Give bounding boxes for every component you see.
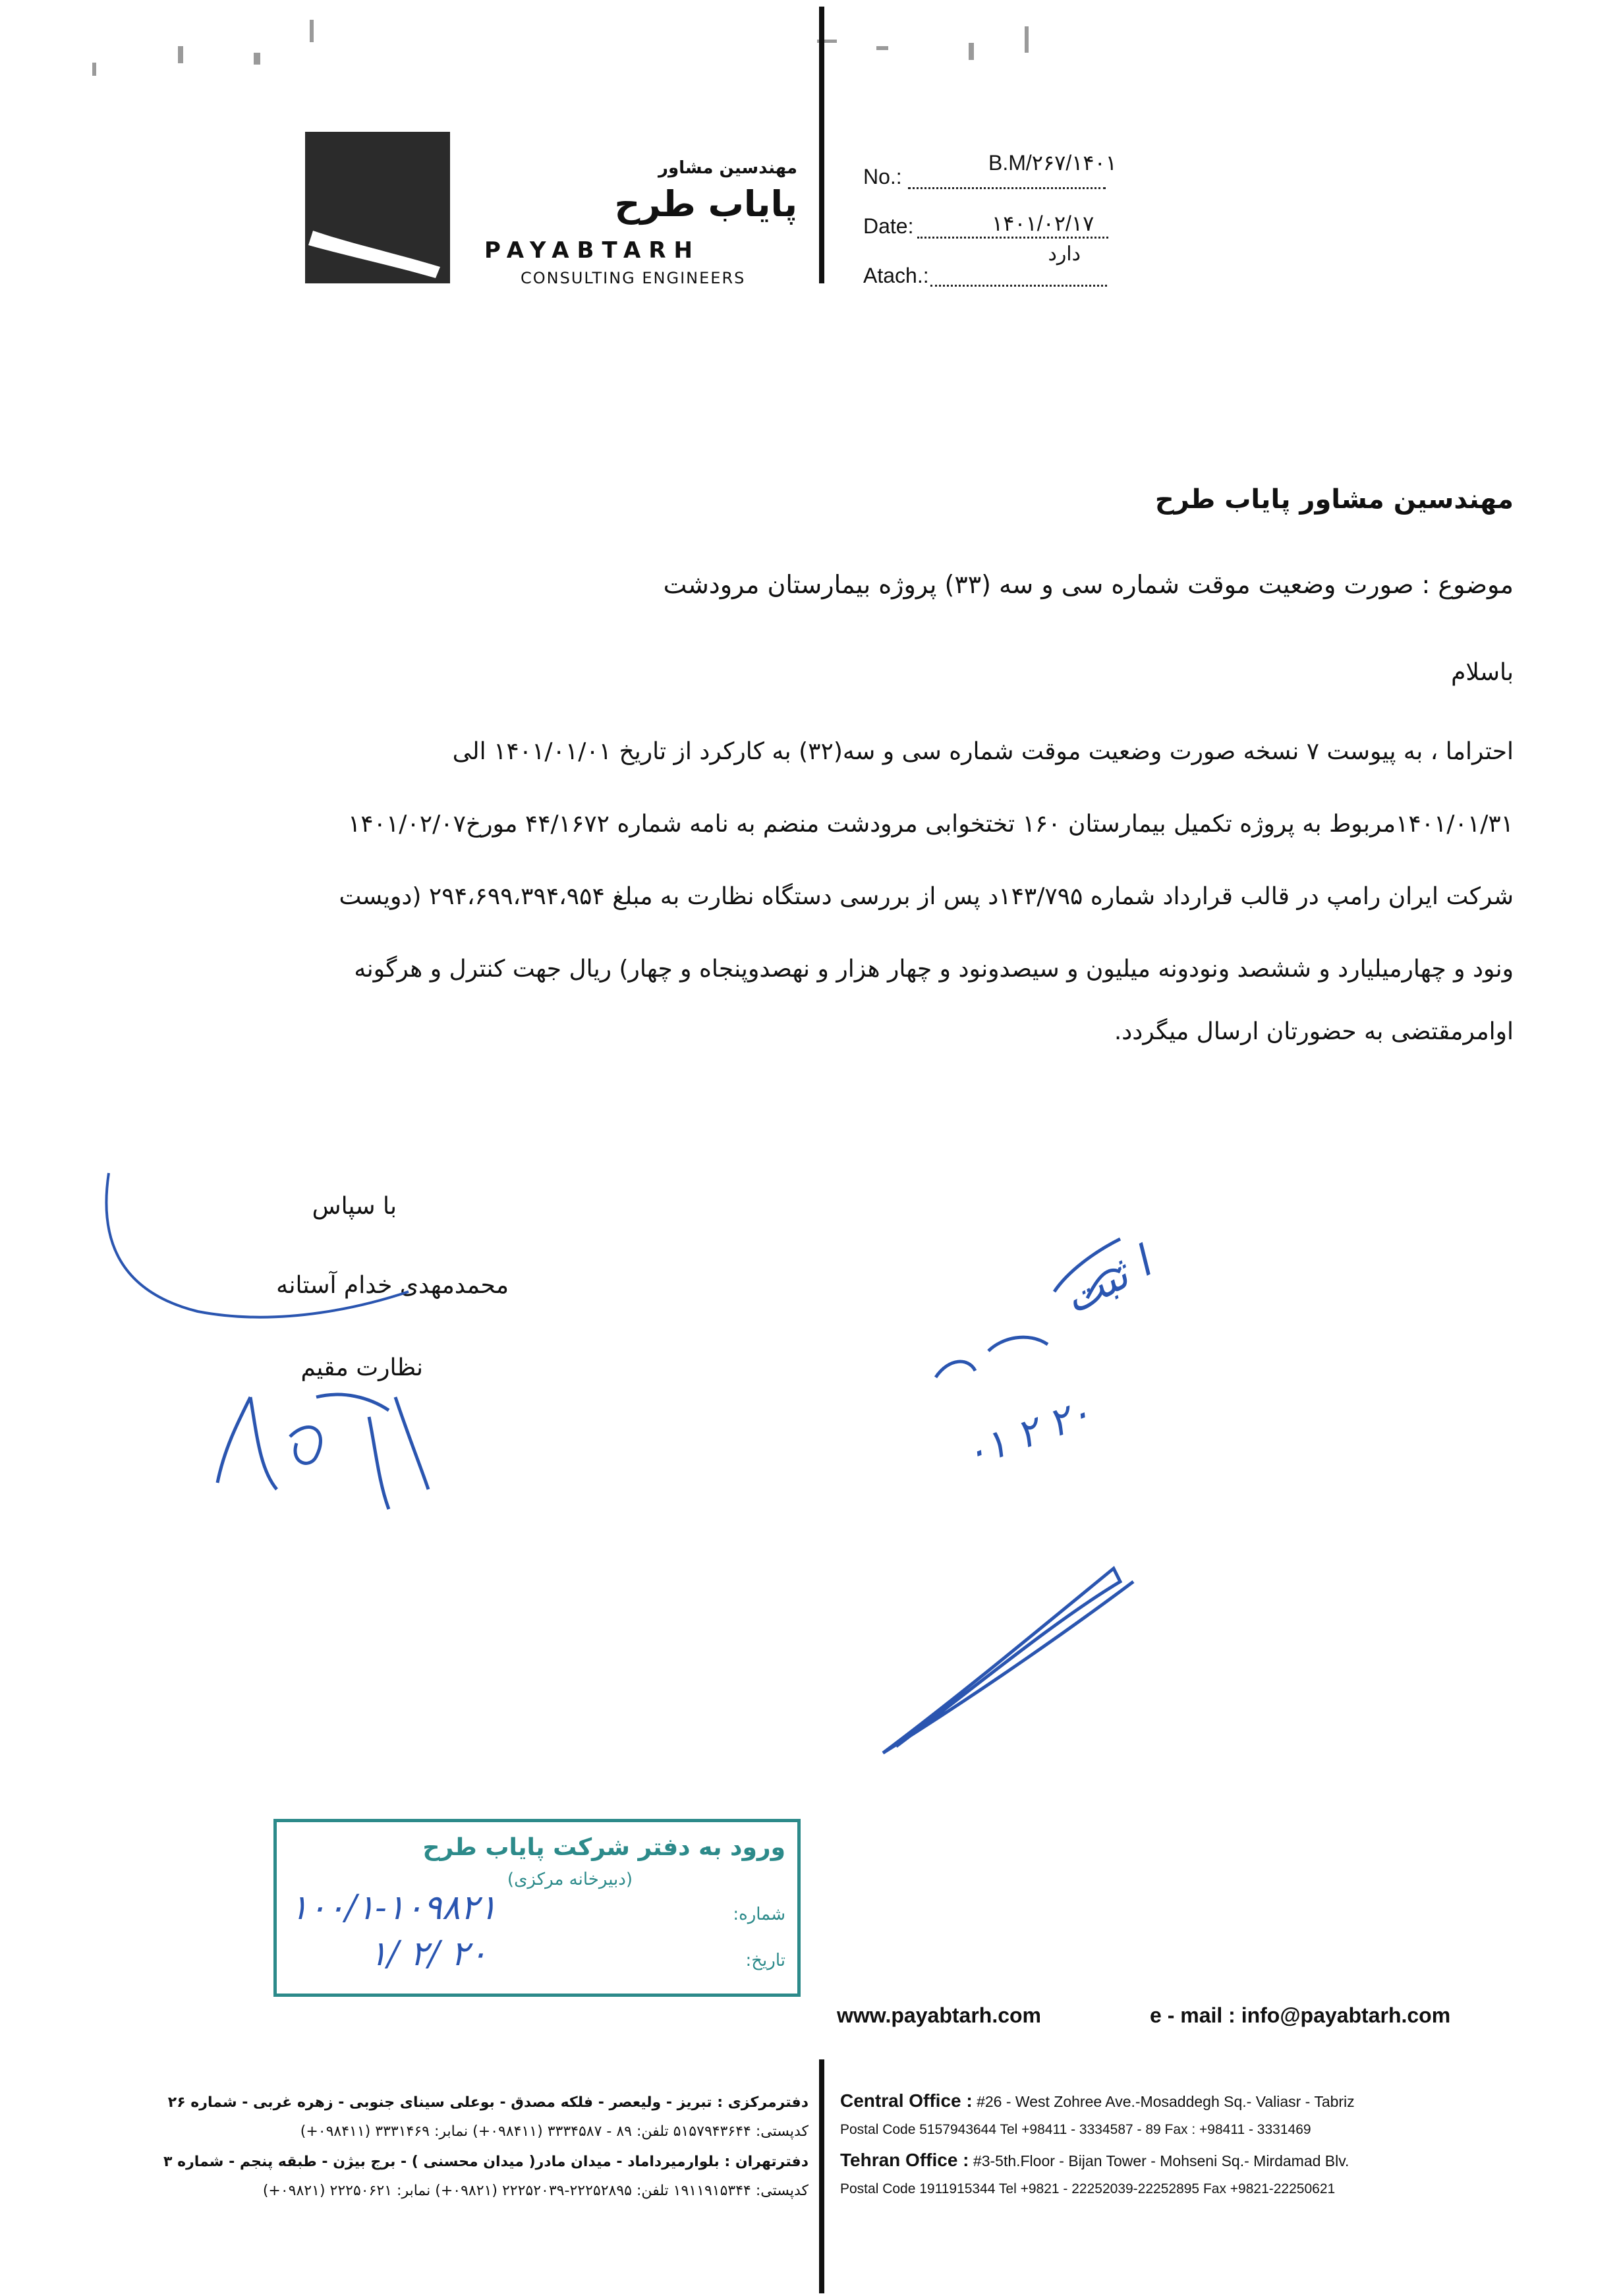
logo-mark-icon: [305, 132, 450, 283]
company-logo: [305, 132, 450, 283]
footer-contact-fa: کدپستی: ۱۹۱۱۹۱۵۳۴۴ تلفن: ۲۲۲۵۲۸۹۵-۲۲۲۵۲۰۳۹ (۰۹۸۲۱+) نمابر: ۲۲۲۵۰۶۲۱ (۰۹۸۲۱+): [262, 2183, 809, 2199]
footer-divider: [819, 2059, 824, 2293]
date-value: ۱۴۰۱/۰۲/۱۷: [992, 212, 1094, 235]
scan-mark: [178, 46, 183, 63]
footer-tehran-postal: Postal Code 1911915344 Tel +9821 - 22252039-22252895 Fax +9821-22250621: [840, 2181, 1336, 2196]
number-value: B.M/۲۶۷/۱۴۰۱: [988, 151, 1117, 175]
footer-central-office: [840, 2090, 1355, 2111]
number-label: No.:: [863, 165, 902, 188]
scan-mark: [92, 63, 96, 76]
stamp-number-value: ۱۰۰/۱-۱۰۹۸۲۱: [290, 1888, 497, 1928]
logo-subtitle-en: CONSULTING ENGINEERS: [521, 269, 746, 287]
handwritten-note: ا ثبت: [1055, 1238, 1159, 1325]
scan-mark: [254, 53, 260, 65]
scan-mark: [1025, 26, 1029, 53]
footer-tehran-office: [840, 2150, 1349, 2171]
footer-address-fa: دفترتهران : بلوارمیرداماد - میدان مادر( میدان محسنی ) - برج بیژن - طبقه پنجم - شماره ۳: [163, 2154, 809, 2170]
attachment-line: [930, 282, 1107, 287]
letter-greeting: باسلام: [1451, 659, 1514, 686]
attachment-label: Atach.:: [863, 264, 929, 287]
received-stamp: [273, 1819, 801, 1997]
tehran-office-address: #3-5th.Floor - Bijan Tower - Mohseni Sq.- Mirdamad Blv.: [973, 2152, 1349, 2169]
logo-text-fa-small: مهندسین مشاور: [658, 158, 797, 178]
paragraph-line: احتراما ، به پیوست ۷ نسخه صورت وضعیت موقت شماره سی و سه(۳۲) به کارکرد از تاریخ ۱۴۰۱/۰۱/۰۱ الی: [452, 738, 1514, 765]
central-office-label: Central Office :: [840, 2090, 973, 2111]
number-line: [908, 185, 1106, 189]
letter-subject: موضوع : صورت وضعیت موقت شماره سی و سه (۳۳) پروژه بیمارستان مرودشت: [663, 570, 1514, 599]
logo-text-en: PAYABTARH: [484, 237, 700, 264]
footer-contact-fa: کدپستی: ۵۱۵۷۹۴۳۶۴۴ تلفن: ۸۹ - ۳۳۳۴۵۸۷ (۰۹۸۴۱۱+) نمابر: ۳۳۳۱۴۶۹ (۰۹۸۴۱۱+): [300, 2123, 809, 2140]
date-label: Date:: [863, 214, 914, 238]
central-office-address: #26 - West Zohree Ave.-Mosaddegh Sq.- Valiasr - Tabriz: [977, 2093, 1355, 2110]
signer-title: نظارت مقیم: [300, 1354, 423, 1381]
logo-text-fa: پایاب طرح: [614, 183, 797, 225]
stamp-subtitle: (دبیرخانه مرکزی): [507, 1870, 633, 1889]
stamp-title: ورود به دفتر شرکت پایاب طرح: [422, 1834, 785, 1861]
footer-address-fa: دفترمرکزی : تبریز - ولیعصر - فلکه مصدق - بوعلی سینای جنوبی - زهره غربی - شماره ۲۶: [167, 2094, 809, 2111]
signature-diagonal: [883, 1568, 1133, 1753]
scan-mark: [969, 43, 974, 60]
closing-text: با سپاس: [312, 1193, 397, 1220]
scan-mark: [876, 46, 888, 50]
scan-mark: [310, 20, 314, 42]
handwritten-date: ۰۱ ۲ ۲۰: [958, 1389, 1098, 1478]
company-website: www.payabtarh.com: [837, 2003, 1041, 2027]
tehran-office-label: Tehran Office :: [840, 2150, 969, 2170]
footer-central-postal: Postal Code 5157943644 Tel +98411 - 3334587 - 89 Fax : +98411 - 3331469: [840, 2122, 1311, 2137]
signer-name: محمدمهدی خدام آستانه: [276, 1272, 509, 1299]
paragraph-line: ونود و چهارمیلیارد و ششصد ونودونه میلیون و سیصدونود و چهار هزار و نهصدوپنجاه و چهار) ریال جهت کنترل و هرگونه: [354, 956, 1514, 983]
paragraph-line: اوامرمقتضی به حضورتان ارسال میگردد.: [1114, 1018, 1514, 1045]
stamp-number-label: شماره:: [733, 1905, 785, 1924]
letter-heading: مهندسین مشاور پایاب طرح: [1154, 484, 1514, 515]
company-email: e - mail : info@payabtarh.com: [1150, 2003, 1451, 2027]
paragraph-line: ۱۴۰۱/۰۱/۳۱مربوط به پروژه تکمیل بیمارستان ۱۶۰ تختخوابی مرودشت منضم به نامه شماره ۴۴/۱۶۷۲ مورخ۱۴۰۱/۰۲/۰۷: [347, 811, 1514, 838]
attachment-value: دارد: [1048, 243, 1081, 265]
stamp-date-label: تاریخ:: [745, 1951, 785, 1970]
header-divider: [819, 7, 824, 283]
paragraph-line: شرکت ایران رامپ در قالب قرارداد شماره ۱۴۳/۷۹۵د پس از بررسی دستگاه نظارت به مبلغ ۲۹۴،۶۹۹،۳۹۴،۹۵۴ (دویست: [339, 883, 1514, 910]
signature-scrawl: [217, 1394, 428, 1509]
stamp-date-value: ۱/ ۲/ ۲۰: [369, 1934, 488, 1974]
